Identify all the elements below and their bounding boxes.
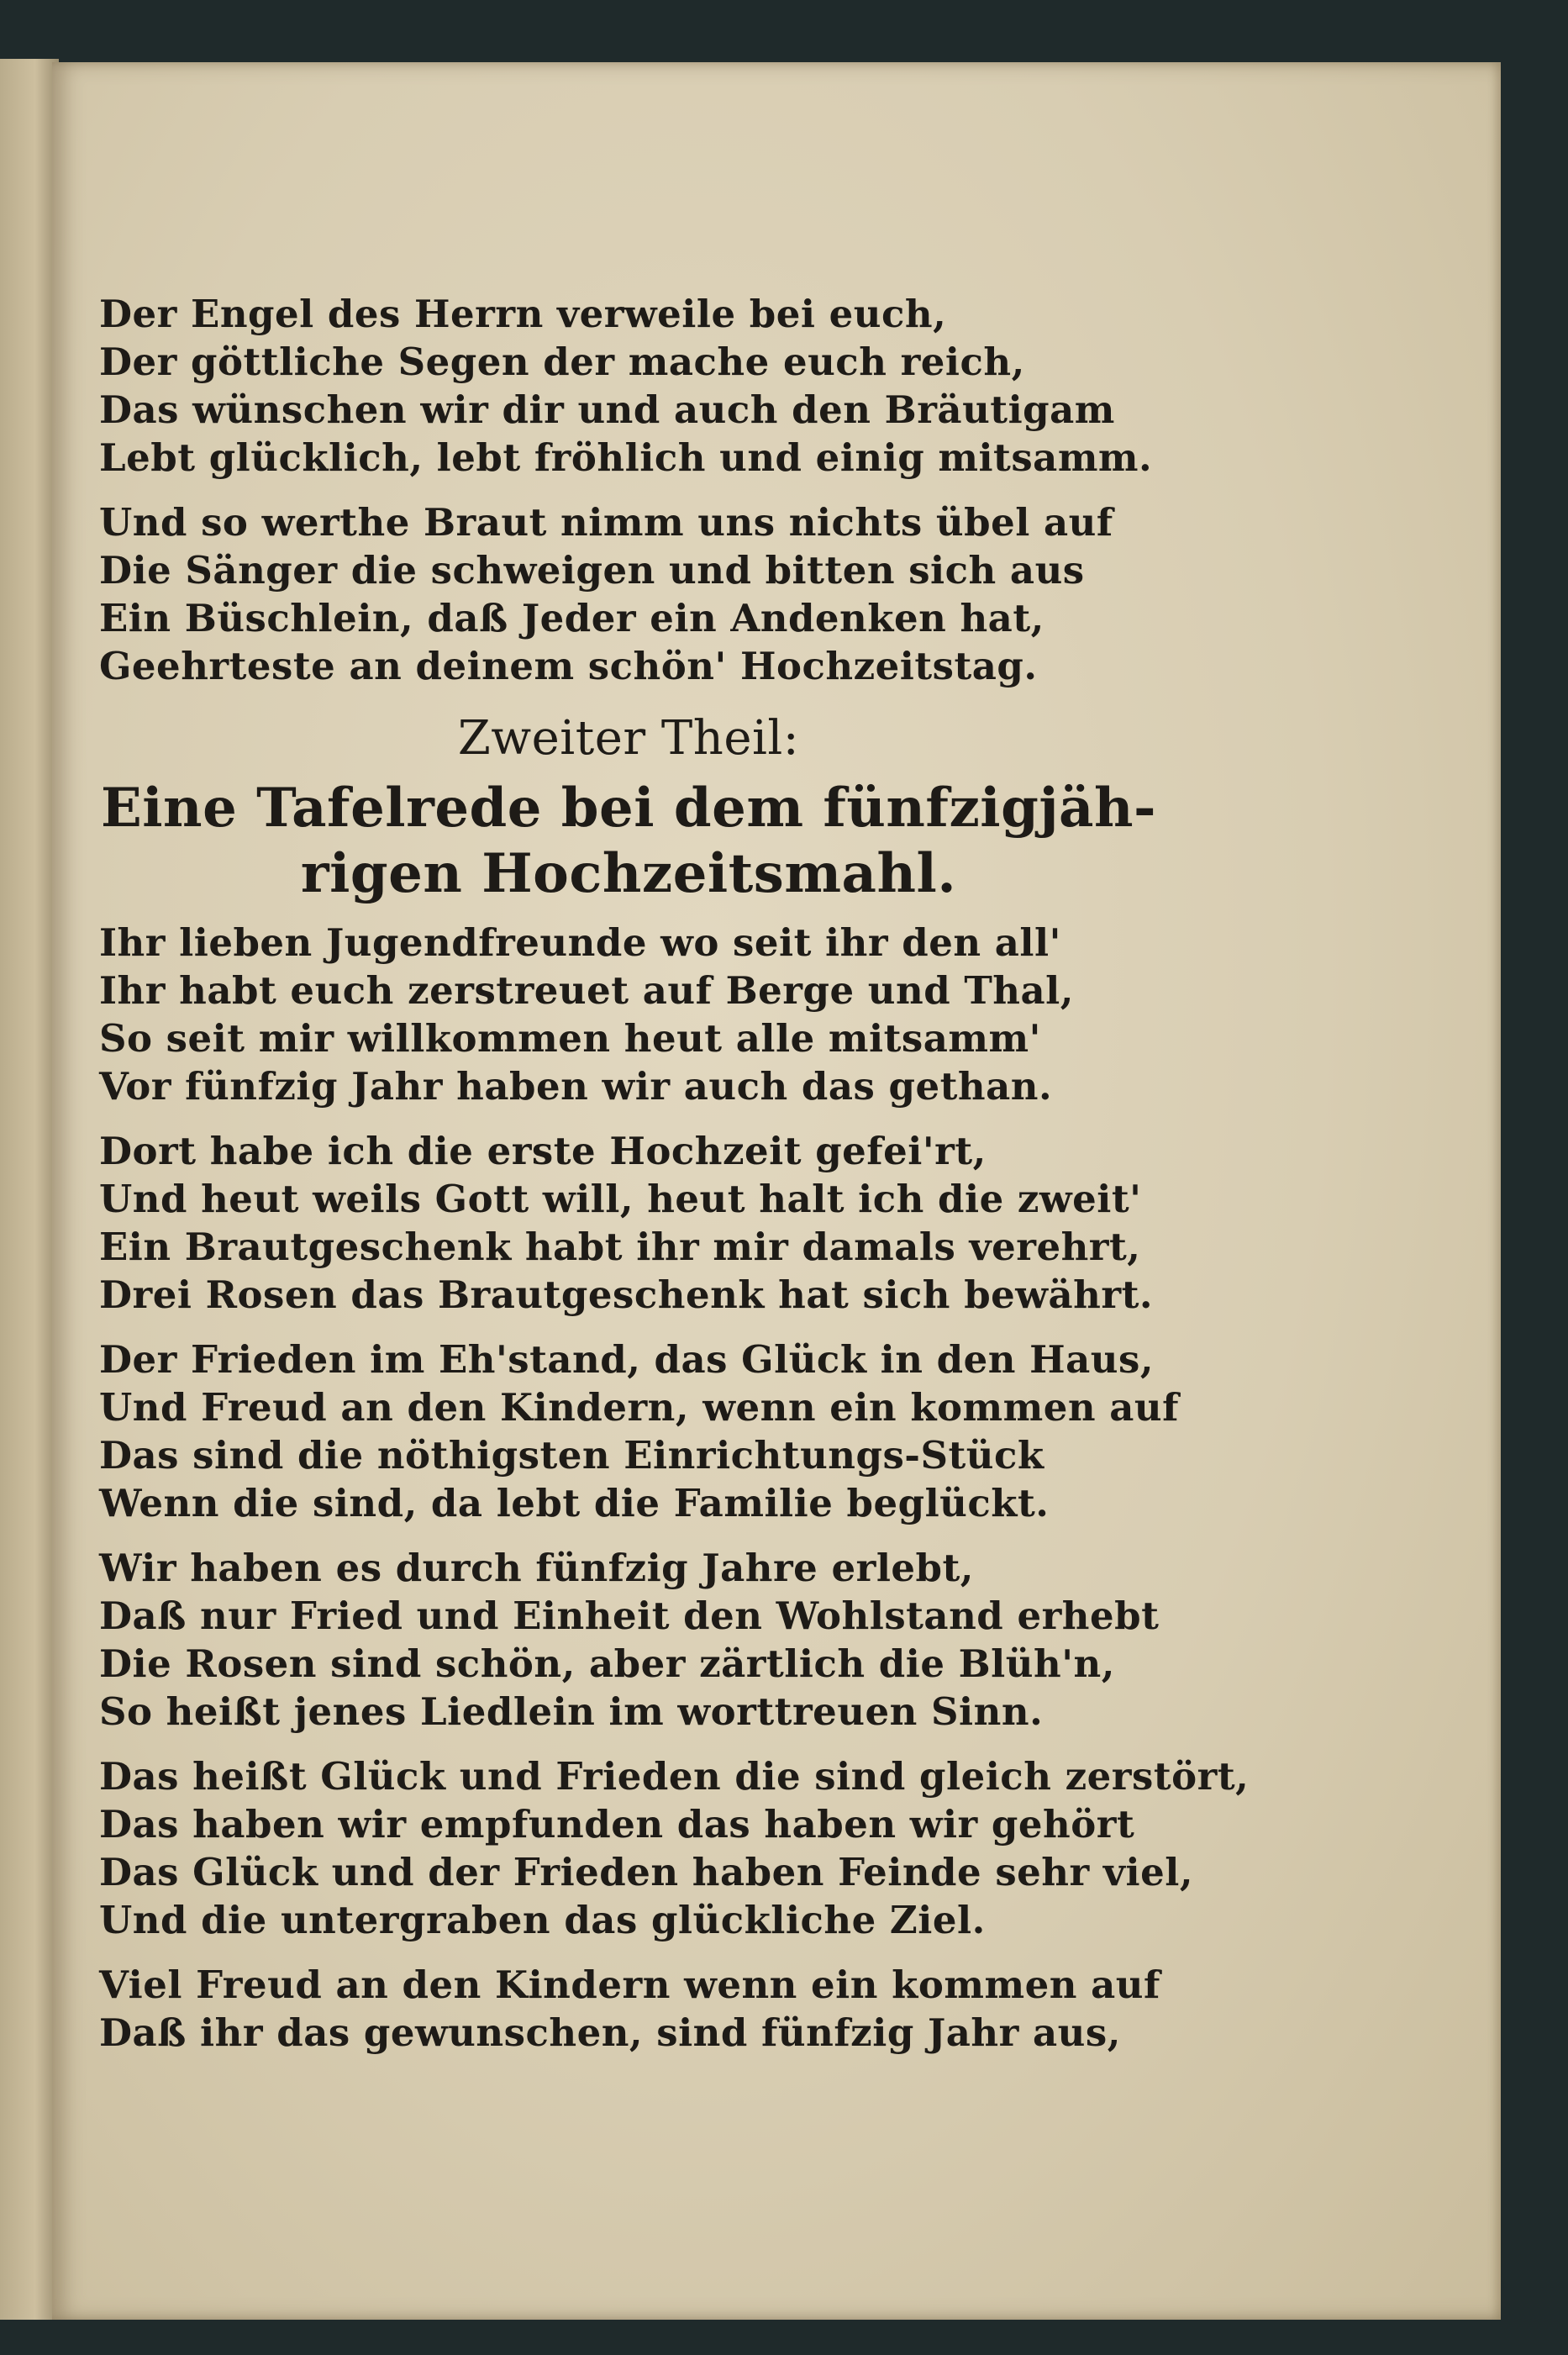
- verses-after-heading: [99, 919, 1250, 2057]
- verse-line: Wir haben es durch fünfzig Jahre erlebt,: [99, 1546, 974, 1590]
- verse-line: Das wünschen wir dir und auch den Bräutigam: [99, 387, 1115, 432]
- verse-line: Daß nur Fried und Einheit den Wohlstand erhebt: [99, 1594, 1160, 1638]
- verse-line: Drei Rosen das Brautgeschenk hat sich bewährt.: [99, 1272, 1154, 1317]
- verse-line: Der Frieden im Eh'stand, das Glück in den Haus,: [99, 1337, 1155, 1382]
- verse-line: Und heut weils Gott will, heut halt ich die zweit': [99, 1177, 1142, 1221]
- verse-line: Ein Brautgeschenk habt ihr mir damals verehrt,: [99, 1225, 1141, 1269]
- verse-line: Viel Freud an den Kindern wenn ein kommen auf: [99, 1962, 1160, 2007]
- verse-line: Lebt glücklich, lebt fröhlich und einig mitsamm.: [99, 435, 1153, 480]
- verse-line: Ihr habt euch zerstreuet auf Berge und Thal,: [99, 968, 1074, 1013]
- verse-line: Daß ihr das gewunschen, sind fünfzig Jahr aus,: [99, 2010, 1121, 2055]
- stanza: [99, 498, 1158, 690]
- part-title: Zweiter Theil:: [457, 711, 800, 766]
- page-text: [99, 290, 1250, 2073]
- verse-line: Das Glück und der Frieden haben Feinde sehr viel,: [99, 1850, 1194, 1894]
- section-title-line: rigen Hochzeitsmahl.: [300, 842, 957, 905]
- stanza: [99, 1961, 1158, 2057]
- verse-line: So heißt jenes Liedlein im worttreuen Sinn.: [99, 1689, 1044, 1734]
- verses-before-heading: [99, 290, 1158, 690]
- verse-line: Ihr lieben Jugendfreunde wo seit ihr den all': [99, 920, 1061, 965]
- stanza: [99, 1127, 1158, 1319]
- verse-line: Das sind die nöthigsten Einrichtungs-Stück: [99, 1433, 1044, 1478]
- verse-line: Und die untergraben das glückliche Ziel.: [99, 1898, 986, 1942]
- section-title: [99, 776, 1158, 907]
- show-through-text: [1161, 213, 1481, 1390]
- verse-line: Der göttliche Segen der mache euch reich,: [99, 340, 1025, 384]
- verse-line: Die Sänger die schweigen und bitten sich aus: [99, 548, 1085, 593]
- section-title-line: Eine Tafelrede bei dem fünfzigjäh-: [100, 777, 1157, 840]
- verse-line: Und so werthe Braut nimm uns nichts übel auf: [99, 500, 1113, 545]
- verse-line: Dort habe ich die erste Hochzeit gefei'rt,: [99, 1129, 987, 1173]
- verse-line: Das heißt Glück und Frieden die sind gleich zerstört,: [99, 1754, 1250, 1799]
- stanza: [99, 919, 1158, 1110]
- verse-line: Und Freud an den Kindern, wenn ein kommen auf: [99, 1385, 1179, 1430]
- verse-line: Geehrteste an deinem schön' Hochzeitstag.: [99, 644, 1038, 688]
- stanza: [99, 290, 1158, 482]
- verse-line: Wenn die sind, da lebt die Familie beglückt.: [99, 1481, 1050, 1525]
- previous-page-edge: [0, 59, 59, 2320]
- verse-line: Der Engel des Herrn verweile bei euch,: [99, 292, 947, 336]
- verse-line: Ein Büschlein, daß Jeder ein Andenken hat,: [99, 596, 1044, 640]
- verse-line: So seit mir willkommen heut alle mitsamm': [99, 1016, 1041, 1061]
- stanza: [99, 1544, 1158, 1736]
- verse-line: Die Rosen sind schön, aber zärtlich die Blüh'n,: [99, 1641, 1115, 1686]
- stanza: [99, 1752, 1250, 1944]
- stanza: [99, 1336, 1179, 1527]
- verse-line: Vor fünfzig Jahr haben wir auch das gethan.: [99, 1064, 1053, 1109]
- verse-line: Das haben wir empfunden das haben wir gehört: [99, 1802, 1135, 1847]
